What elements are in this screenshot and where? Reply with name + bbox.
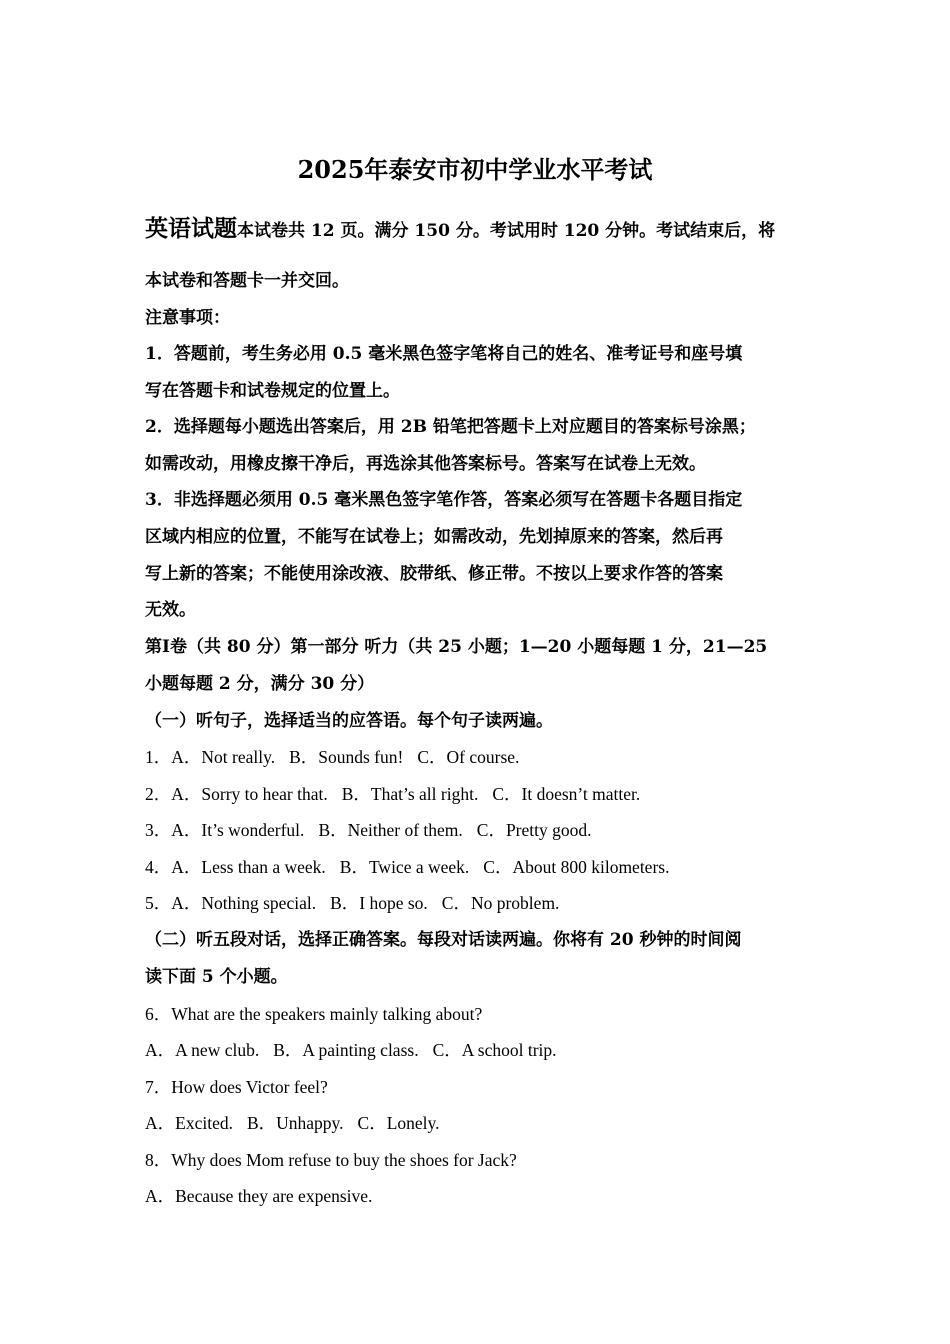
question-2 — [145, 783, 825, 805]
note-3-line-4: 无效。 — [145, 600, 196, 620]
note-3-line-1: 3．非选择题必须用 0.5 毫米黑色签字笔作答，答案必须写在答题卡各题目指定 — [145, 490, 743, 510]
intro-line-2: 本试卷和答题卡一并交回。 — [145, 271, 349, 291]
page-title: 2025年泰安市初中学业水平考试 — [297, 155, 653, 184]
section-1-instruction: （一）听句子，选择适当的应答语。每个句子读两遍。 — [145, 711, 553, 731]
section-2-instruction-line-2: 读下面 5 个小题。 — [145, 967, 288, 987]
question-5-option-a: 5．A．Nothing special. — [145, 893, 317, 913]
question-8-option-a: A．Because they are expensive. — [145, 1186, 373, 1206]
question-1 — [145, 746, 825, 768]
question-1-option-c: C．Of course. — [417, 747, 520, 767]
notes-heading: 注意事项： — [145, 308, 230, 328]
note-2-line-2: 如需改动，用橡皮擦干净后，再选涂其他答案标号。答案写在试卷上无效。 — [145, 454, 706, 474]
intro-text-1: 本试卷共 12 页。满分 150 分。考试用时 120 分钟。考试结束后，将 — [237, 221, 776, 241]
question-2-option-b: B．That’s all right. — [341, 784, 479, 804]
question-8: 8．Why does Mom refuse to buy the shoes for Jack? — [145, 1150, 517, 1170]
subject-label: 英语试题 — [145, 215, 237, 242]
question-7-options — [145, 1112, 825, 1134]
part1-header-line-1: 第Ⅰ卷（共 80 分）第一部分 听力（共 25 小题；1—20 小题每题 1 分，21—25 — [145, 637, 768, 657]
question-2-option-a: 2．A．Sorry to hear that. — [145, 784, 328, 804]
question-6-option-a: A．A new club. — [145, 1040, 260, 1060]
question-7-option-c: C．Lonely. — [357, 1113, 440, 1133]
question-4 — [145, 856, 825, 878]
note-3-line-3: 写上新的答案；不能使用涂改液、胶带纸、修正带。不按以上要求作答的答案 — [145, 564, 723, 584]
question-6-option-b: B．A painting class. — [273, 1040, 419, 1060]
question-5-option-c: C．No problem. — [441, 893, 560, 913]
question-4-option-c: C．About 800 kilometers. — [483, 857, 670, 877]
question-6: 6．What are the speakers mainly talking about? — [145, 1004, 483, 1024]
question-7: 7．How does Victor feel? — [145, 1077, 328, 1097]
question-6-options — [145, 1039, 825, 1061]
question-3 — [145, 819, 825, 841]
question-2-option-c: C．It doesn’t matter. — [492, 784, 641, 804]
question-7-option-a: A．Excited. — [145, 1113, 233, 1133]
question-3-option-b: B．Neither of them. — [318, 820, 463, 840]
question-3-option-a: 3．A．It’s wonderful. — [145, 820, 305, 840]
question-1-option-b: B．Sounds fun! — [289, 747, 404, 767]
intro-line-1 — [145, 215, 825, 242]
question-7-option-b: B．Unhappy. — [246, 1113, 344, 1133]
question-6-option-c: C．A school trip. — [432, 1040, 557, 1060]
question-4-option-a: 4．A．Less than a week. — [145, 857, 326, 877]
note-1-line-1: 1．答题前，考生务必用 0.5 毫米黑色签字笔将自己的姓名、准考证号和座号填 — [145, 344, 743, 364]
question-5 — [145, 892, 825, 914]
note-1-line-2: 写在答题卡和试卷规定的位置上。 — [145, 381, 400, 401]
question-1-option-a: 1．A．Not really. — [145, 747, 276, 767]
section-2-instruction-line-1: （二）听五段对话，选择正确答案。每段对话读两遍。你将有 20 秒钟的时间阅 — [145, 930, 742, 950]
part1-header-line-2: 小题每题 2 分，满分 30 分） — [145, 674, 375, 694]
question-3-option-c: C．Pretty good. — [476, 820, 592, 840]
note-3-line-2: 区域内相应的位置，不能写在试卷上；如需改动，先划掉原来的答案，然后再 — [145, 527, 723, 547]
question-5-option-b: B．I hope so. — [330, 893, 428, 913]
question-4-option-b: B．Twice a week. — [339, 857, 470, 877]
note-2-line-1: 2．选择题每小题选出答案后，用 2B 铅笔把答题卡上对应题目的答案标号涂黑； — [145, 417, 756, 437]
